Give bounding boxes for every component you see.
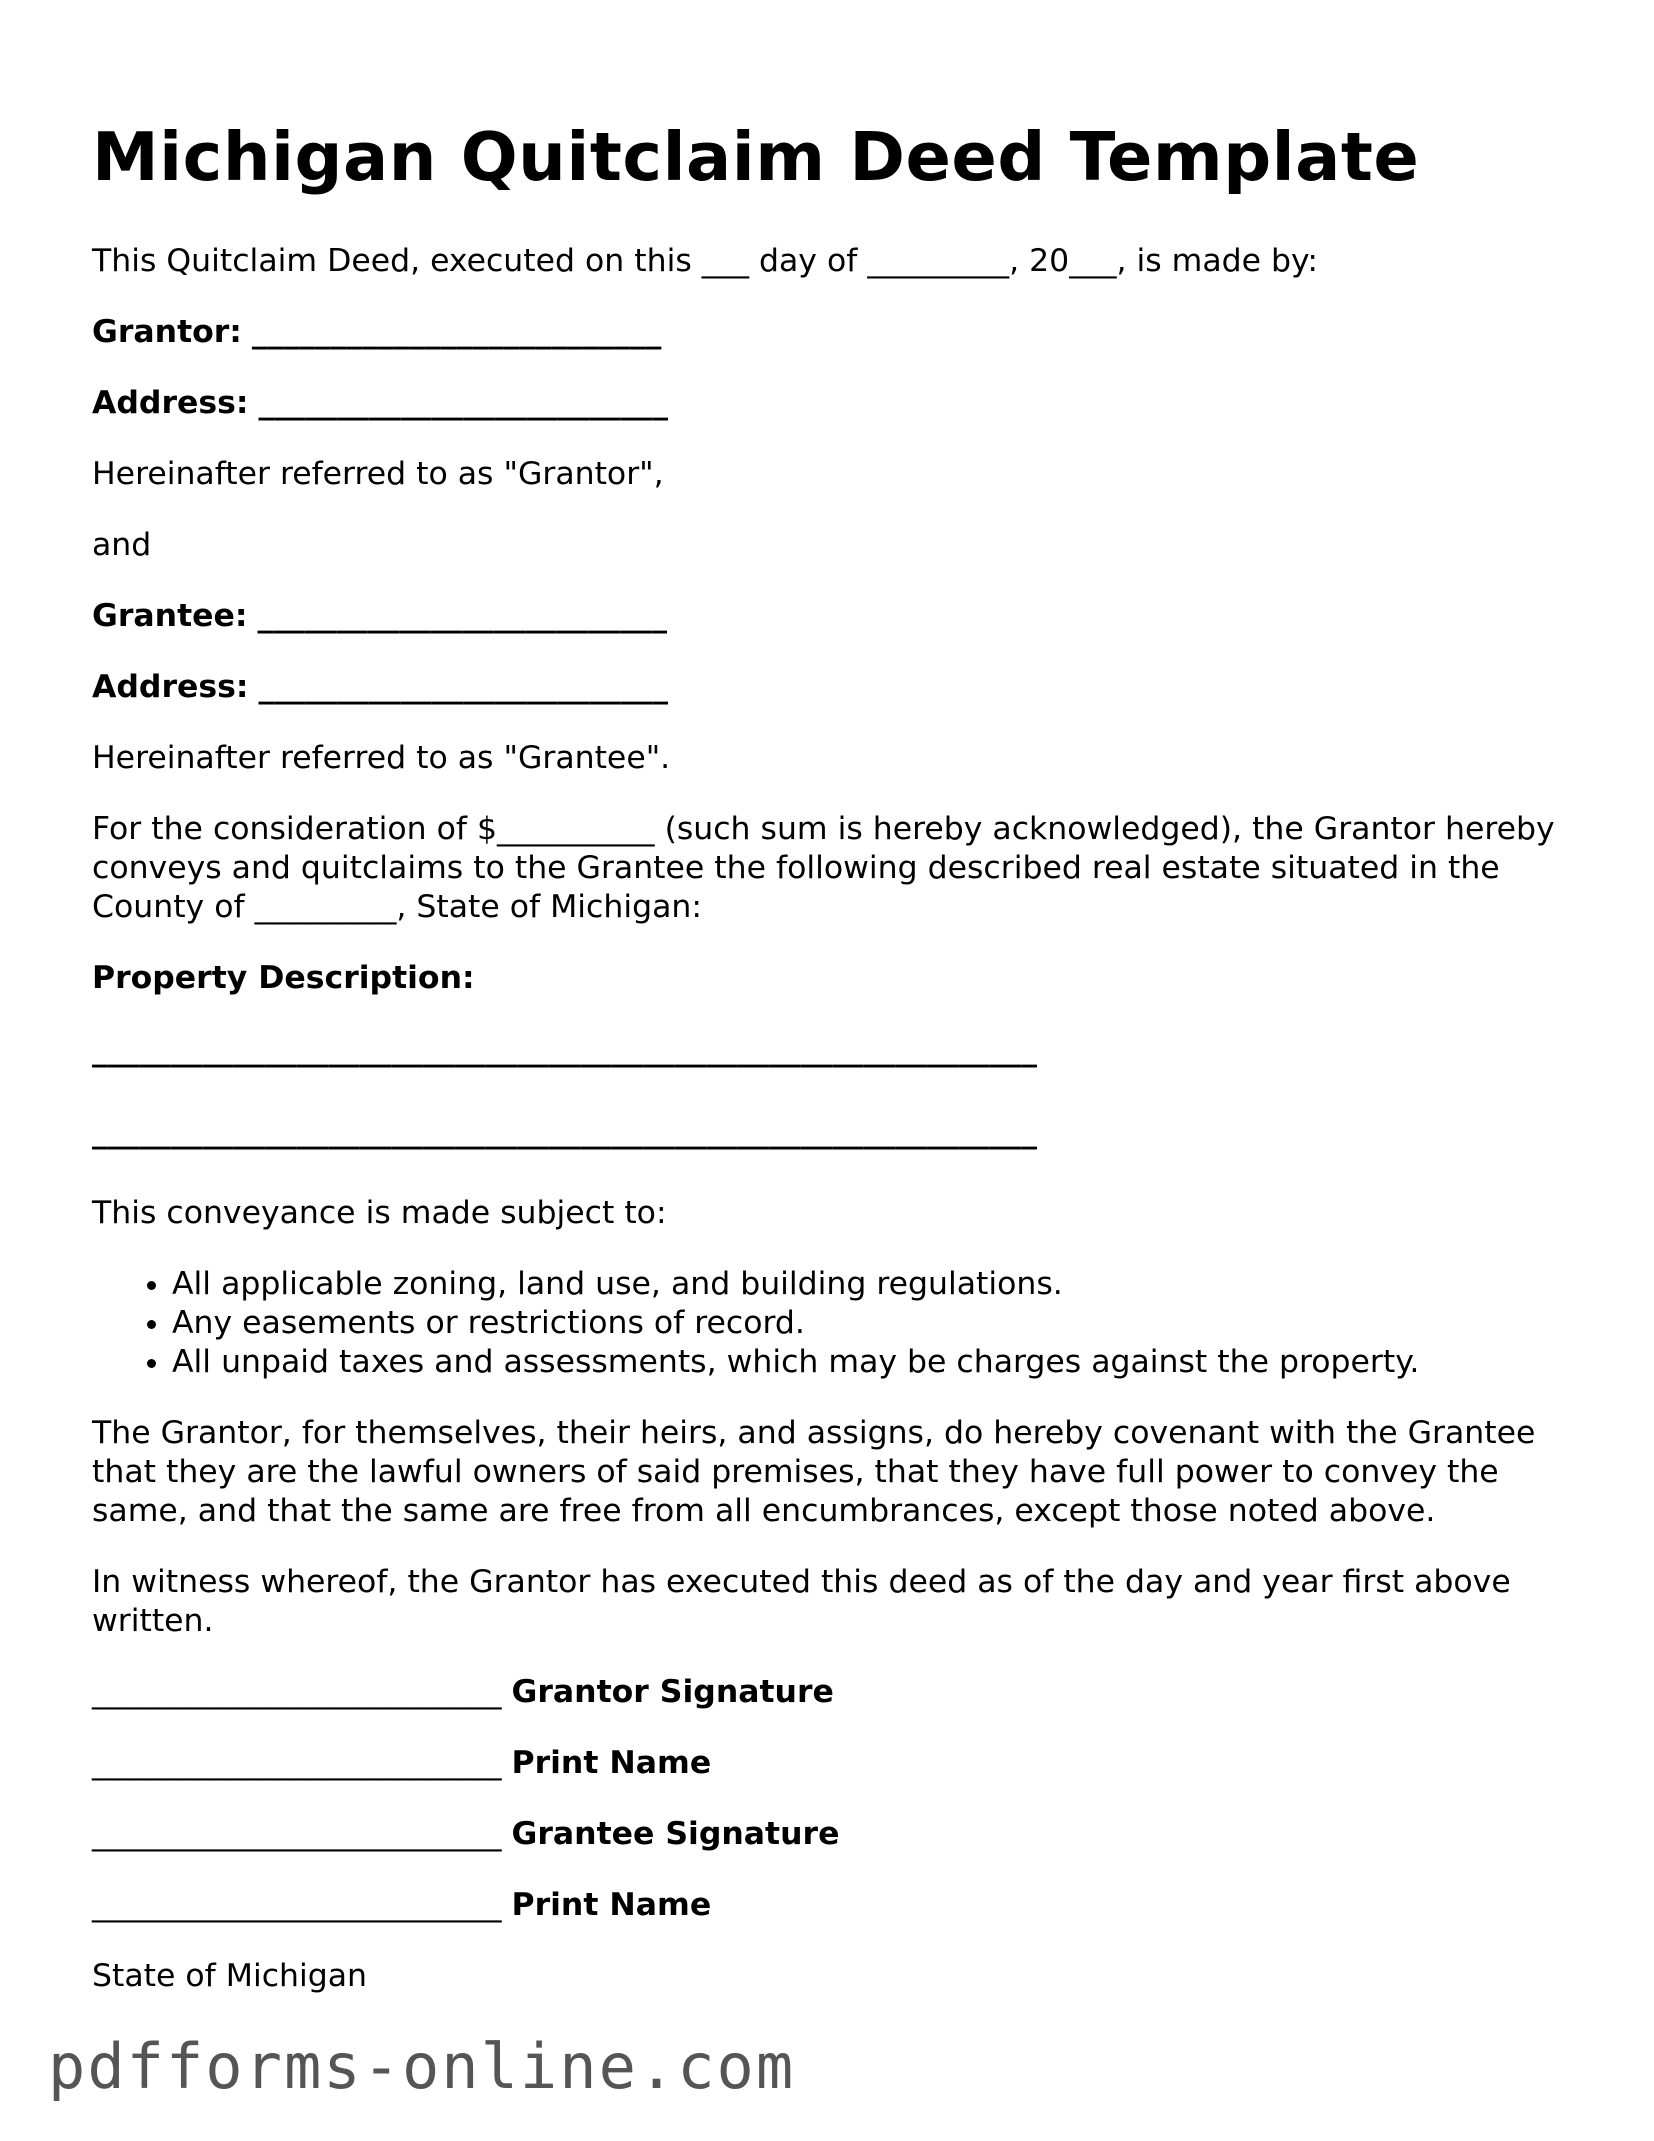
- grantee-field: [92, 597, 1572, 636]
- grantor-signature-line: [92, 1673, 1572, 1712]
- grantee-label: Grantee:: [92, 598, 248, 634]
- subject-list: [92, 1265, 1572, 1382]
- signature-blank: __________________________: [92, 1745, 502, 1781]
- grantor-reference: Hereinafter referred to as "Grantor",: [92, 456, 664, 492]
- document-title: Michigan Quitclaim Deed Template: [92, 118, 1420, 196]
- signature-blank: __________________________: [92, 1674, 502, 1710]
- signature-blank: __________________________: [92, 1816, 502, 1852]
- grantee-signature-line: [92, 1815, 1572, 1854]
- signature-label: Grantor Signature: [511, 1674, 834, 1710]
- list-item: • All unpaid taxes and assessments, which may be charges against the property.: [172, 1343, 1572, 1382]
- property-description-line-2: ____________________________________________________________: [92, 1114, 1037, 1150]
- document-page: [92, 112, 1572, 2028]
- grantor-address-field: [92, 384, 1572, 423]
- signature-blank: __________________________: [92, 1887, 502, 1923]
- covenant-paragraph: The Grantor, for themselves, their heirs, and assigns, do hereby covenant with the Grantee that they are the lawful owners of said premises, that they have full power to convey the same, and that the same are free from all encumbrances, except those noted above.: [92, 1415, 1536, 1529]
- grantee-print-name-line: [92, 1886, 1572, 1925]
- grantee-address-field: [92, 668, 1572, 707]
- grantor-address-blank: __________________________: [258, 385, 668, 421]
- grantee-address-label: Address:: [92, 669, 249, 705]
- consideration-paragraph: For the consideration of $__________ (such sum is hereby acknowledged), the Grantor hereby conveys and quitclaims to the Grantee the following described real estate situated in the County of _________, State of Michigan:: [92, 811, 1555, 925]
- grantor-field: [92, 313, 1572, 352]
- list-item: • All applicable zoning, land use, and building regulations.: [172, 1265, 1572, 1304]
- grantee-blank: __________________________: [257, 598, 667, 634]
- grantee-reference: Hereinafter referred to as "Grantee".: [92, 740, 671, 776]
- grantor-blank: __________________________: [251, 314, 662, 350]
- intro-paragraph: This Quitclaim Deed, executed on this ___ day of _________, 20___, is made by:: [92, 243, 1318, 279]
- grantor-label: Grantor:: [92, 314, 242, 350]
- and-text: and: [92, 527, 152, 563]
- state-line: State of Michigan: [92, 1958, 367, 1994]
- grantee-address-blank: __________________________: [258, 669, 668, 705]
- grantor-address-label: Address:: [92, 385, 249, 421]
- watermark: pdfforms-online.com: [48, 2030, 796, 2103]
- witness-paragraph: In witness whereof, the Grantor has executed this deed as of the day and year first above written.: [92, 1564, 1511, 1639]
- property-description-heading: Property Description:: [92, 960, 475, 996]
- subject-intro: This conveyance is made subject to:: [92, 1195, 667, 1231]
- property-description-line-1: ____________________________________________________________: [92, 1032, 1037, 1068]
- list-item: • Any easements or restrictions of record.: [172, 1304, 1572, 1343]
- signature-label: Print Name: [511, 1887, 712, 1923]
- signature-label: Grantee Signature: [511, 1816, 840, 1852]
- signature-label: Print Name: [511, 1745, 712, 1781]
- grantor-print-name-line: [92, 1744, 1572, 1783]
